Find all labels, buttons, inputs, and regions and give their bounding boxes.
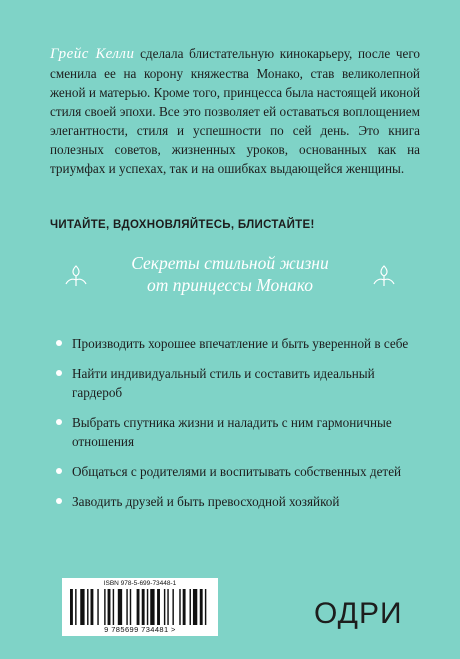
barcode-bar — [113, 589, 114, 625]
barcode-bar — [164, 589, 165, 625]
barcode-bar — [183, 589, 186, 625]
barcode-bar — [205, 589, 206, 625]
flourish-right-icon — [370, 262, 398, 290]
list-item-text: Найти индивидуальный стиль и составить идеальный гардероб — [72, 366, 375, 400]
isbn-number: ISBN 978-5-699-73448-1 — [103, 580, 177, 587]
barcode-bar — [172, 589, 173, 625]
list-item — [56, 413, 416, 451]
barcode-bar — [190, 589, 191, 625]
list-item — [56, 492, 416, 511]
subtitle-line-2: от принцессы Монако — [147, 275, 313, 295]
bullet-dot-icon — [56, 468, 62, 474]
barcode-bar — [167, 589, 168, 625]
list-item-text: Общаться с родителями и воспитывать собственных детей — [72, 464, 402, 479]
barcode-bar — [104, 589, 105, 625]
barcode-bar — [137, 589, 140, 625]
subtitle — [80, 252, 380, 296]
barcode-bar — [80, 589, 84, 625]
barcode-bar — [75, 589, 76, 625]
barcode-bar — [87, 589, 88, 625]
barcode-bar — [200, 589, 203, 625]
publisher-logo-text: ОДРИ — [314, 597, 403, 630]
barcode-bar — [179, 589, 180, 625]
barcode-bar — [126, 589, 127, 625]
barcode-bar — [118, 589, 122, 625]
list-item — [56, 364, 416, 402]
barcode-bar — [142, 589, 145, 625]
barcode-bar — [147, 589, 148, 625]
publisher-logo — [312, 591, 412, 631]
list-item-text: Выбрать спутника жизни и наладить с ним гармоничные отношения — [72, 415, 392, 449]
intro-paragraph — [50, 44, 420, 178]
barcode-bar — [70, 589, 73, 625]
list-item — [56, 334, 416, 353]
barcode-bar — [130, 589, 131, 625]
tips-list — [56, 334, 416, 522]
barcode-icon — [70, 589, 210, 625]
barcode-bar — [193, 589, 197, 625]
barcode-bar — [157, 589, 160, 625]
list-item-text: Заводить друзей и быть превосходной хозяйкой — [72, 494, 340, 509]
intro-text: сделала блистательную кинокарьеру, после чего сменила ее на корону княжества Монако, став великолепной женой и матерью. Кроме того, принцесса была настоящей иконой стиля своей эпохи. Все это позволяет ей оставаться воплощением элегантности, стиля и успешности по сей день. Это книга полезных советов, жизненных уроков, основанных как на триумфах и успехах, так и на ошибках выдающейся женщины. — [50, 46, 420, 176]
barcode-label — [62, 578, 218, 636]
bullet-dot-icon — [56, 340, 62, 346]
bullet-dot-icon — [56, 498, 62, 504]
list-item-text: Производить хорошее впечатление и быть уверенной в себе — [72, 336, 409, 351]
author-name: Грейс Келли — [50, 46, 135, 62]
barcode-bar — [97, 589, 98, 625]
bullet-dot-icon — [56, 419, 62, 425]
list-item — [56, 462, 416, 481]
barcode-bar — [108, 589, 111, 625]
barcode-bar — [90, 589, 93, 625]
motto: ЧИТАЙТЕ, ВДОХНОВЛЯЙТЕСЬ, БЛИСТАЙТЕ! — [50, 219, 315, 231]
barcode-bar — [150, 589, 154, 625]
bullet-dot-icon — [56, 370, 62, 376]
barcode-digits: 9 785699 734481 > — [104, 625, 176, 634]
subtitle-line-1: Секреты стильной жизни — [131, 253, 329, 273]
